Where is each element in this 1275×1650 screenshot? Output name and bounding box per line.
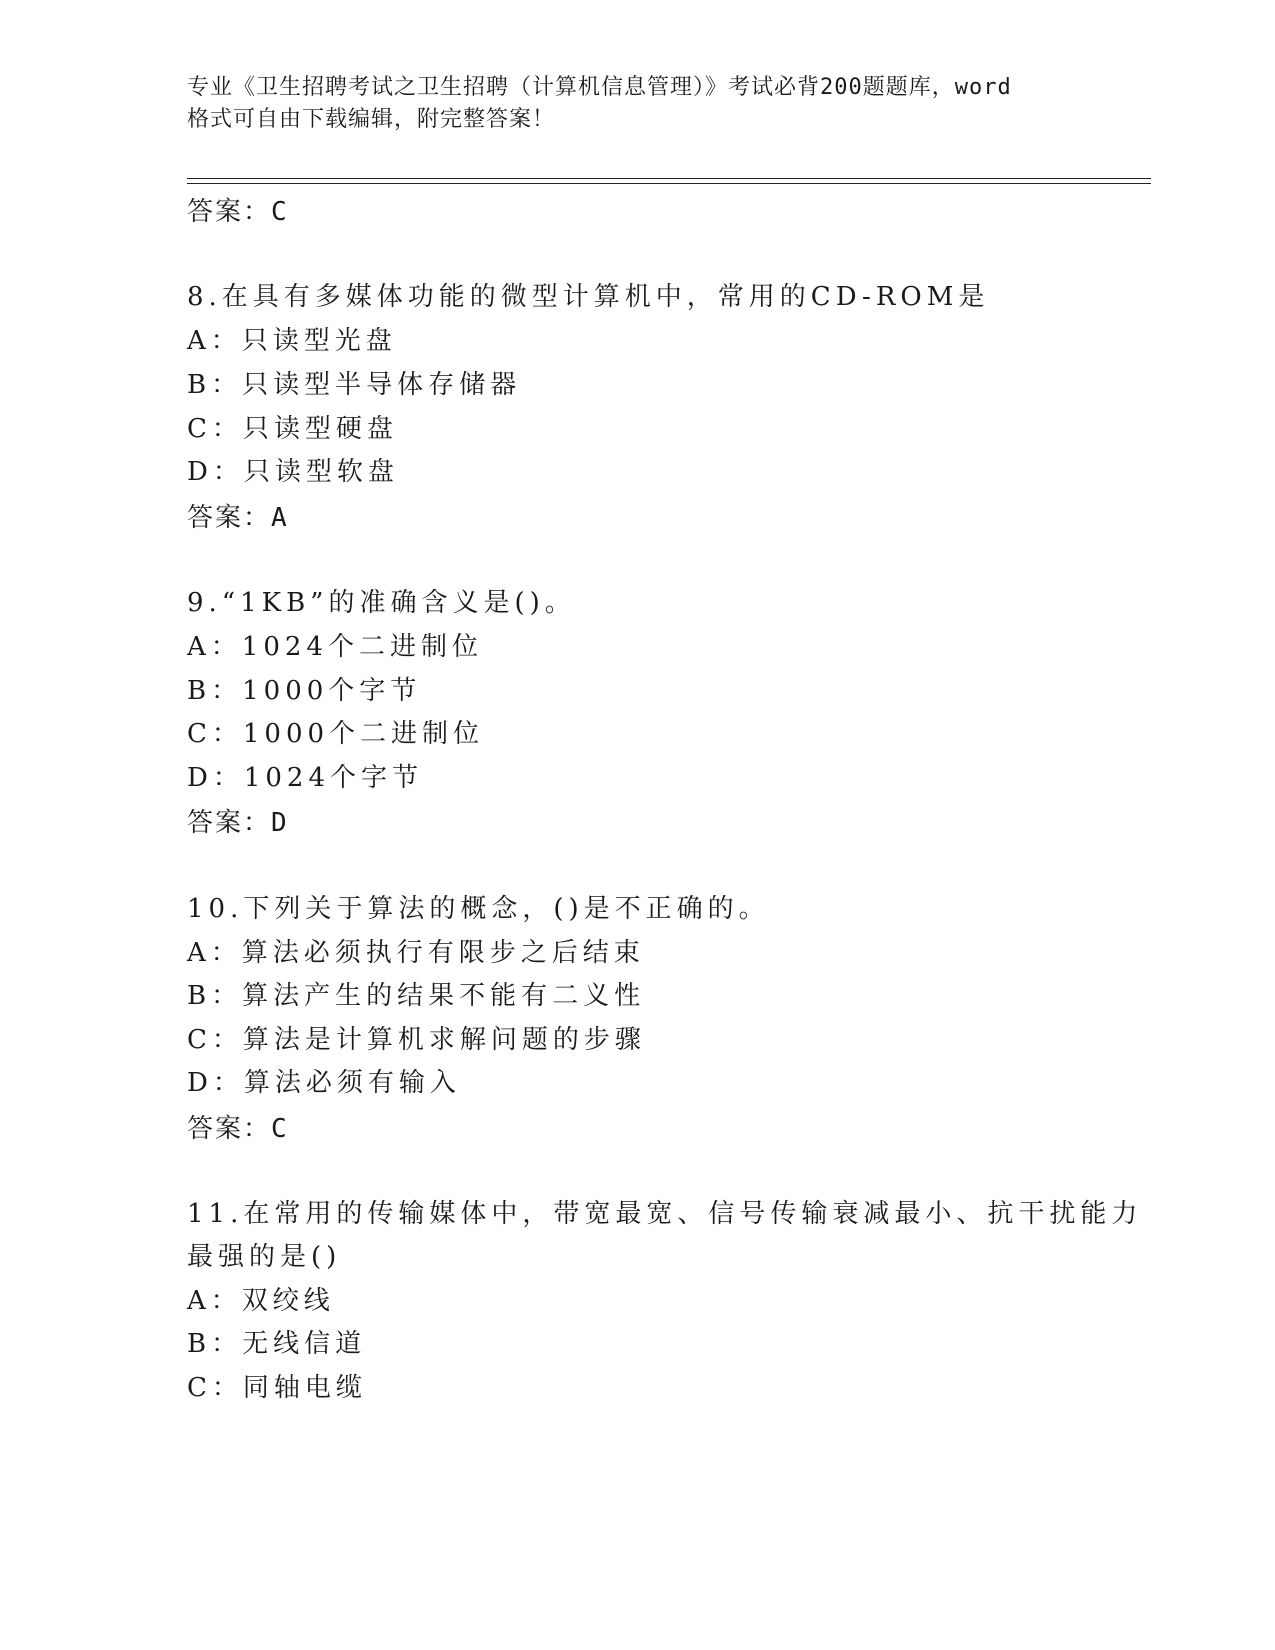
option-b: B：无线信道 [187,1329,367,1359]
option-d: D：1024个字节 [187,763,424,793]
option-b: B：算法产生的结果不能有二义性 [187,981,646,1011]
answer-label: 答案： [187,503,272,533]
answer-line [187,191,287,228]
option-a: A：算法必须执行有限步之后结束 [187,938,645,968]
option-a: A：双绞线 [187,1286,335,1316]
option-c: C：1000个二进制位 [187,719,485,749]
answer-value: D [271,808,287,838]
answer-value: C [271,1114,287,1144]
header-rule-top [187,178,1151,179]
option-c: C：算法是计算机求解问题的步骤 [187,1025,646,1055]
answer-line [187,1108,287,1145]
answer-line [187,802,287,839]
header-line-1: 专业《卫生招聘考试之卫生招聘（计算机信息管理）》考试必背200题题库，word [187,75,1012,100]
answer-label: 答案： [187,197,272,227]
header-rule-bottom [187,183,1151,184]
question-stem: 8.在具有多媒体功能的微型计算机中，常用的CD-ROM是 [187,282,990,312]
question-stem: 9.“1KB”的准确含义是()。 [187,588,576,618]
option-b: B：1000个字节 [187,676,422,706]
answer-value: C [271,197,287,227]
header-line-2: 格式可自由下载编辑，附完整答案！ [187,107,556,132]
answer-line [187,497,287,534]
option-d: D：只读型软盘 [187,457,399,487]
option-c: C：同轴电缆 [187,1373,367,1403]
question-stem: 10.下列关于算法的概念，()是不正确的。 [187,894,770,924]
option-d: D：算法必须有输入 [187,1068,461,1098]
option-b: B：只读型半导体存储器 [187,370,522,400]
answer-label: 答案： [187,808,272,838]
option-a: A：只读型光盘 [187,326,397,356]
option-a: A：1024个二进制位 [187,632,483,662]
option-c: C：只读型硬盘 [187,414,398,444]
document-header [187,72,1087,136]
answer-value: A [271,503,287,533]
question-stem-line-2: 最强的是() [187,1242,342,1272]
answer-label: 答案： [187,1114,272,1144]
question-stem-line-1: 11.在常用的传输媒体中，带宽最宽、信号传输衰减最小、抗干扰能力 [187,1199,1143,1229]
